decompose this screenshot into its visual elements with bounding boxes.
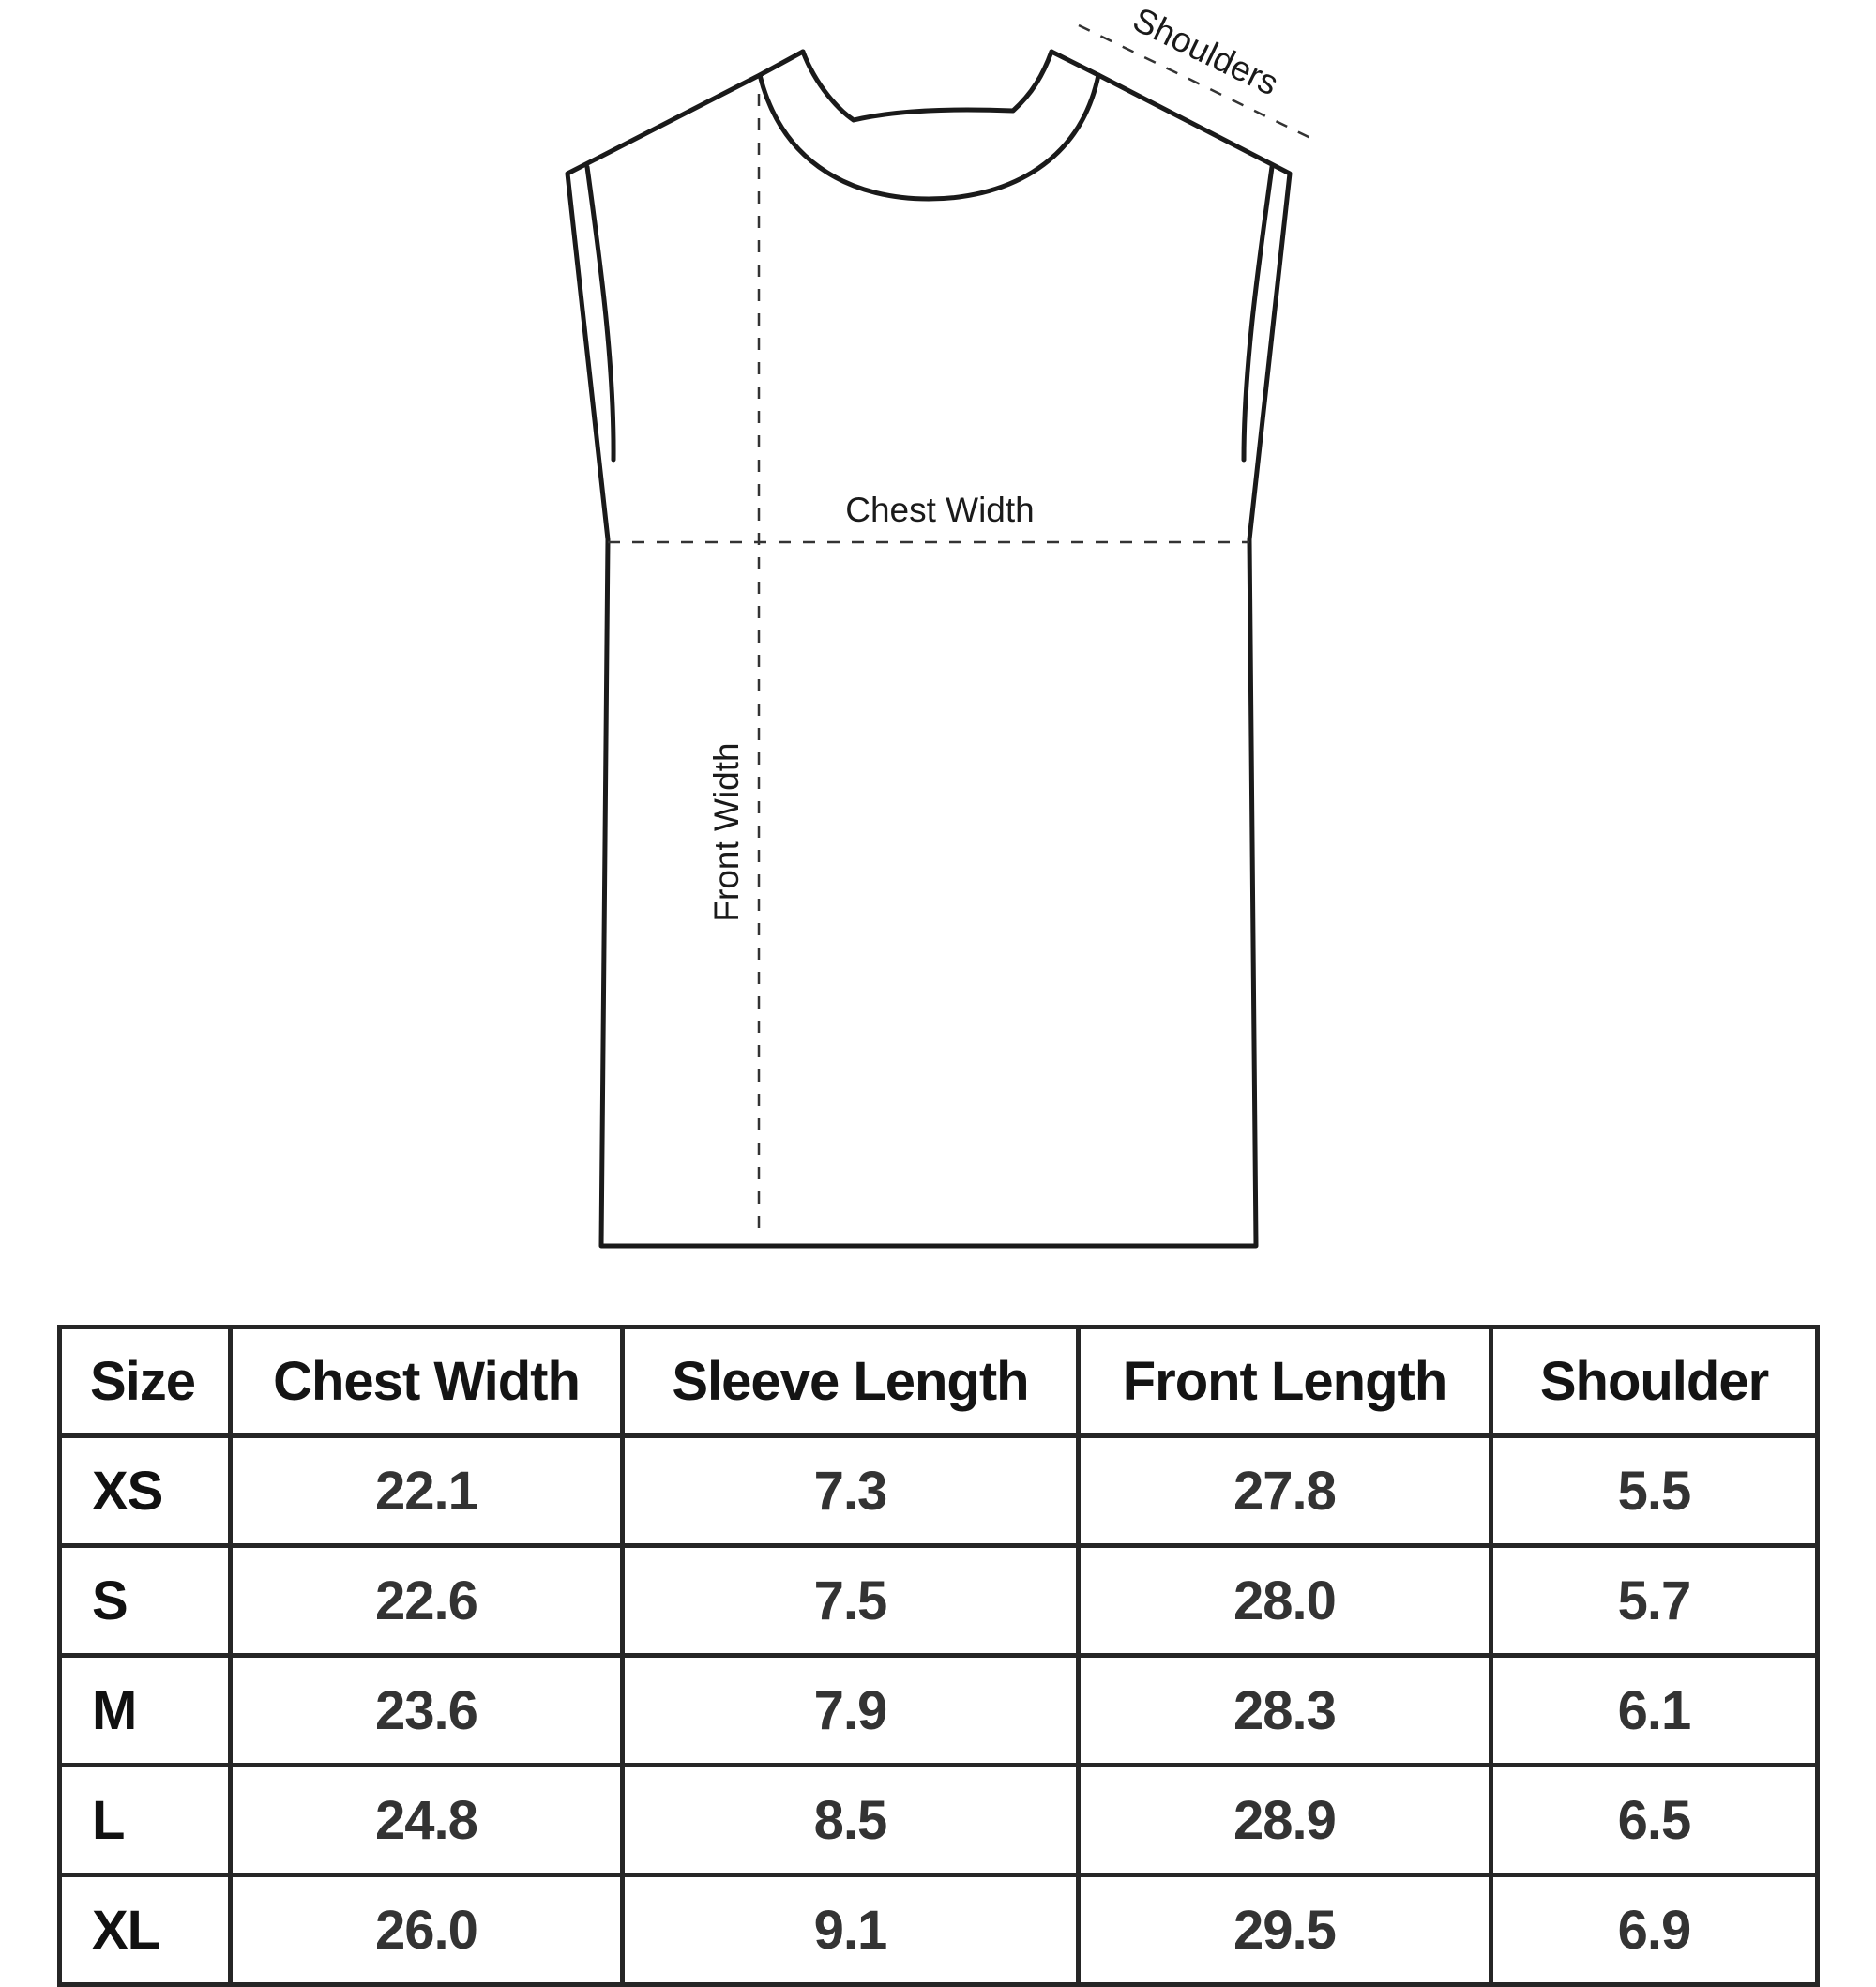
- front-length-cell: 27.8: [1079, 1436, 1491, 1546]
- header-sleeve-length: Sleeve Length: [623, 1327, 1079, 1436]
- right-armhole-trim: [1244, 167, 1272, 460]
- sleeve-length-cell: 7.9: [623, 1656, 1079, 1766]
- table-row: [60, 1875, 1818, 1985]
- header-front-length: Front Length: [1079, 1327, 1491, 1436]
- shoulder-cell: 6.9: [1491, 1875, 1818, 1985]
- chest-width-cell: 22.1: [231, 1436, 623, 1546]
- sleeve-length-cell: 7.3: [623, 1436, 1079, 1546]
- front-length-cell: 28.9: [1079, 1766, 1491, 1875]
- table-row: [60, 1656, 1818, 1766]
- shoulders-label: Shoulders: [1127, 0, 1285, 103]
- table-row: [60, 1546, 1818, 1656]
- shoulder-cell: 6.5: [1491, 1766, 1818, 1875]
- header-chest-width: Chest Width: [231, 1327, 623, 1436]
- shoulder-cell: 5.7: [1491, 1546, 1818, 1656]
- header-shoulder: Shoulder: [1491, 1327, 1818, 1436]
- left-armhole-trim: [587, 167, 613, 460]
- collar-inner: [803, 52, 1051, 120]
- header-size: Size: [60, 1327, 231, 1436]
- sleeve-length-cell: 8.5: [623, 1766, 1079, 1875]
- sleeve-length-cell: 9.1: [623, 1875, 1079, 1985]
- collar-outer: [760, 75, 1098, 199]
- chest-width-cell: 22.6: [231, 1546, 623, 1656]
- sleeve-length-cell: 7.5: [623, 1546, 1079, 1656]
- size-cell: M: [60, 1656, 231, 1766]
- size-cell: XS: [60, 1436, 231, 1546]
- size-cell: S: [60, 1546, 231, 1656]
- chest-width-cell: 24.8: [231, 1766, 623, 1875]
- front-length-cell: 28.3: [1079, 1656, 1491, 1766]
- front-width-label: Front Width: [707, 742, 746, 922]
- chest-width-label: Chest Width: [845, 491, 1035, 529]
- chest-width-cell: 23.6: [231, 1656, 623, 1766]
- shoulder-cell: 6.1: [1491, 1656, 1818, 1766]
- size-chart-table: [57, 1325, 1820, 1987]
- table-row: [60, 1436, 1818, 1546]
- table-row: [60, 1766, 1818, 1875]
- size-cell: L: [60, 1766, 231, 1875]
- shoulder-cell: 5.5: [1491, 1436, 1818, 1546]
- size-cell: XL: [60, 1875, 231, 1985]
- front-length-cell: 29.5: [1079, 1875, 1491, 1985]
- tank-top-outline: [567, 52, 1290, 1246]
- chest-width-cell: 26.0: [231, 1875, 623, 1985]
- front-length-cell: 28.0: [1079, 1546, 1491, 1656]
- table-header-row: [60, 1327, 1818, 1436]
